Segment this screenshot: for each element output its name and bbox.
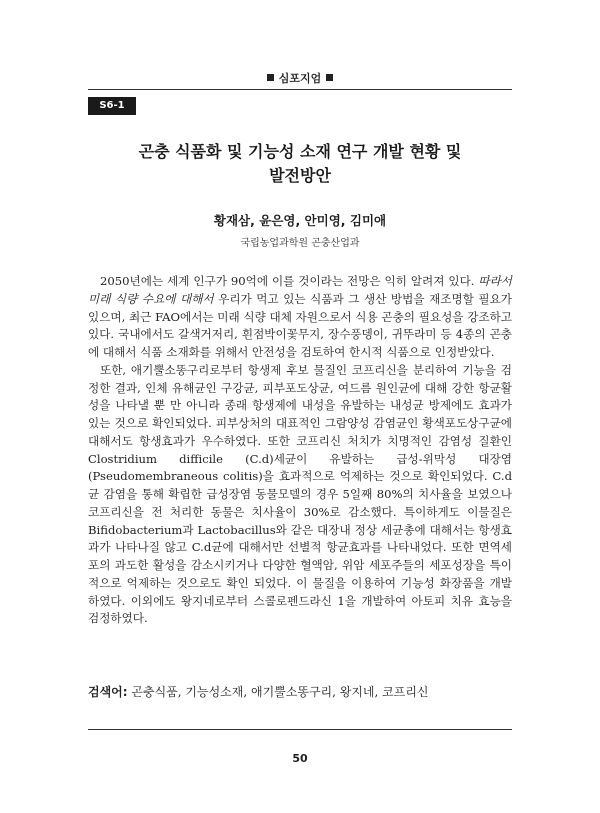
abstract-paragraph-2: 또한, 애기뿔소똥구리로부터 항생제 후보 물질인 코프리신을 분리하여 기능을 검정한 결과, 인체 유해균인 구강균, 피부포도상균, 여드름 원인균에 대해 강한 항균활성을 나타낼 뿐 만 아니라 종래 항생제에 내성을 유발하는 내성균 방제에도 효과가 있는 것으로 확인되었다. 피부상처의 대표적인 그람양성 감염균인 황색포도상구균에 대해서도 항생효과가 우수하였다. 또한 코프리신 처치가 치명적인 감염성 질환인 Clostridium difficile (C.d)세균이 유발하는 급성-위막성 대장염(Pseudomembraneous colitis)을 효과적으로 억제하는 것으로 확인되었다. C.d균 감염을 통해 확립한 급성장염 동물모델의 경우 5일째 80%의 치사율을 보였으나 코프리신을 전 처리한 동물은 치사율이 30%로 감소했다. 특이하게도 이물질은 Bifidobacterium과 Lactobacillus와 같은 대장내 정상 세균총에 대해서는 항생효과가 나타나질 않고 C.d균에 대해서만 선별적 항균효과를 나타내었다. 또한 면역세포의 과도한 활성을 감소시키거나 다양한 혈액암, 위암 세포주들의 세포성장을 특이적으로 억제하는 것으로도 확인 되었다. 이 물질을 이용하여 기능성 화장품을 개발 하였다. 이외에도 왕지네로부터 스콜로펜드라신 1을 개발하여 아토피 치유 효능을 검정하였다. — [88, 362, 513, 626]
header-rule — [88, 89, 512, 90]
keywords-label: 검색어: — [88, 685, 128, 699]
paper-title — [100, 140, 500, 188]
title-line-2: 발전방안 — [269, 166, 331, 185]
keywords — [88, 683, 512, 700]
title-line-1: 곤충 식품화 및 기능성 소재 연구 개발 현황 및 — [138, 142, 462, 161]
keywords-text: 곤충식품, 기능성소재, 애기뿔소똥구리, 왕지네, 코프리신 — [127, 685, 429, 699]
section-label: 심포지엄 — [278, 72, 322, 85]
page-number: 50 — [292, 752, 308, 765]
session-tag: S6-1 — [88, 97, 136, 115]
emphasized-phrase: 따라서 미래 식량 수요에 대해서 — [88, 274, 512, 306]
affiliation: 국립농업과학원 곤충산업과 — [240, 238, 360, 249]
abstract — [88, 273, 512, 628]
abstract-paragraph-1: 2050년에는 세계 인구가 90억에 이를 것이라는 전망은 익히 알려져 있다. 따라서 미래 식량 수요에 대해서 우리가 먹고 있는 식품과 그 생산 방법을 재조명할 필요가 있으며, 최근 FAO에서는 미래 식량 대체 자원으로서 식용 곤충의 필요성을 강조하고 있다. 국내에서도 갈색거저리, 흰점박이꽃무지, 장수풍뎅이, 귀뚜라미 등 4종의 곤충에 대해서 식품 소재화를 위해서 안전성을 검토하여 한시적 식품으로 인정받았다. — [88, 274, 512, 359]
footer-rule — [88, 729, 512, 730]
square-bullet-icon — [326, 74, 333, 81]
authors: 황재삼, 윤은영, 안미영, 김미애 — [213, 213, 387, 228]
section-header — [0, 70, 600, 86]
square-bullet-icon — [267, 74, 274, 81]
